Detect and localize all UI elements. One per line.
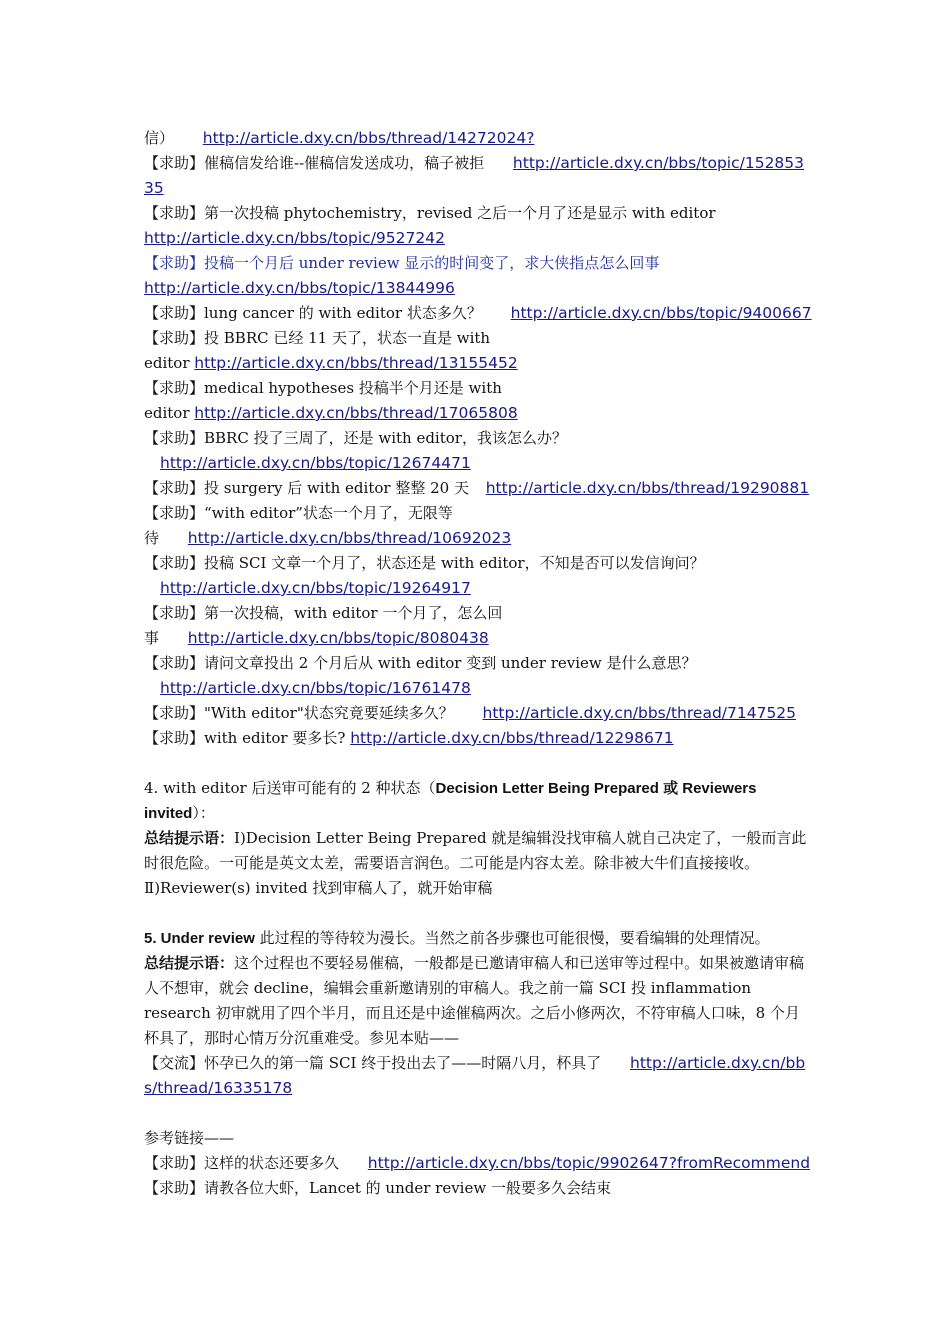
text-line: 【求助】with editor 要多长? http://article.dxy.cn/bbs/thread/12298671 xyxy=(144,729,674,747)
reference-item: 【求助】这样的状态还要多久 http://article.dxy.cn/bbs/topic/9902647?fromRecommend xyxy=(144,1154,811,1172)
forum-link[interactable]: http://article.dxy.cn/bbs/thread/14272024? xyxy=(202,129,535,147)
text-line: 【求助】第一次投稿，with editor 一个月了，怎么回 xyxy=(144,604,503,622)
text-line: 【求助】第一次投稿 phytochemistry，revised 之后一个月了还是显示 with editor xyxy=(144,204,716,222)
text-line: 事 http://article.dxy.cn/bbs/topic/8080438 xyxy=(144,629,489,647)
document-page xyxy=(144,126,814,1201)
forum-link[interactable]: http://article.dxy.cn/bbs/thread/12298671 xyxy=(350,729,674,747)
forum-link[interactable]: http://article.dxy.cn/bbs/thread/10692023 xyxy=(187,529,512,547)
text-line: 信） http://article.dxy.cn/bbs/thread/14272024? xyxy=(144,129,535,147)
section-5-heading: 5. Under review 此过程的等待较为漫长。当然之前各步骤也可能很慢，要看编辑的处理情况。 xyxy=(144,929,770,947)
references-title: 参考链接—— xyxy=(144,1129,235,1147)
text-line xyxy=(144,176,814,201)
section-5-exchange: 【交流】怀孕已久的第一篇 SCI 终于投出去了——时隔八月，杯具了 http://article.dxy.cn/bbs/thread/16335178 xyxy=(144,1054,806,1097)
text-line: 【求助】“with editor”状态一个月了，无限等 xyxy=(144,504,453,522)
section-4-summary: 总结提示语：Ⅰ)Decision Letter Being Prepared 就是编辑没找审稿人就自己决定了，一般而言此时很危险。一可能是英文太差，需要语言润色。二可能是内容太差。除非被大牛们直接接收。 xyxy=(144,829,807,872)
text-line xyxy=(144,576,814,601)
text-line xyxy=(144,276,814,301)
section-5-summary: 总结提示语：这个过程也不要轻易催稿，一般都是已邀请审稿人和已送审等过程中。如果被邀请审稿人不想审，就会 decline，编辑会重新邀请别的审稿人。我之前一篇 SCI 投 inflammation research 初审就用了四个半月，而且还是中途催稿两次。之后小修两次，不符审稿人口味，8 个月杯具了，那时心情万分沉重难受。参见本贴—— xyxy=(144,954,805,1047)
forum-link[interactable]: http://article.dxy.cn/bbs/topic/9902647?fromRecommend xyxy=(367,1154,811,1172)
forum-link[interactable]: http://article.dxy.cn/bbs/thread/7147525 xyxy=(482,704,797,722)
text-line: 【求助】催稿信发给谁--催稿信发送成功，稿子被拒 http://article.dxy.cn/bbs/topic/152853 xyxy=(144,154,805,172)
forum-link[interactable]: http://article.dxy.cn/bbs/thread/19290881 xyxy=(485,479,810,497)
forum-link[interactable]: http://article.dxy.cn/bbs/topic/19264917 xyxy=(160,579,471,597)
text-line: 待 http://article.dxy.cn/bbs/thread/10692023 xyxy=(144,529,512,547)
forum-link[interactable]: http://article.dxy.cn/bbs/topic/9527242 xyxy=(144,229,445,247)
reference-item: 【求助】请教各位大虾，Lancet 的 under review 一般要多久会结束 xyxy=(144,1179,611,1197)
forum-link[interactable]: http://article.dxy.cn/bbs/topic/12674471 xyxy=(160,454,471,472)
forum-link[interactable]: http://article.dxy.cn/bbs/topic/9400667 xyxy=(510,304,812,322)
text-line: 【求助】投 BBRC 已经 11 天了，状态一直是 with xyxy=(144,329,491,347)
text-line: 【求助】BBRC 投了三周了，还是 with editor，我该怎么办？ xyxy=(144,429,567,447)
text-line: 【求助】投稿一个月后 under review 显示的时间变了，求大侠指点怎么回事 xyxy=(144,254,660,272)
forum-link[interactable]: http://article.dxy.cn/bbs/topic/152853 xyxy=(512,154,805,172)
forum-link[interactable]: http://article.dxy.cn/bbs/thread/16335178 xyxy=(144,1054,806,1097)
text-line: 【求助】投 surgery 后 with editor 整整 20 天 http://article.dxy.cn/bbs/thread/19290881 xyxy=(144,479,810,497)
text-line: editor http://article.dxy.cn/bbs/thread/13155452 xyxy=(144,354,518,372)
forum-link[interactable]: http://article.dxy.cn/bbs/topic/8080438 xyxy=(187,629,489,647)
section-4-heading: 4. with editor 后送审可能有的 2 种状态（Decision Letter Being Prepared 或 Reviewers invited）： xyxy=(144,779,757,822)
text-line: 【求助】"With editor"状态究竟要延续多久？ http://article.dxy.cn/bbs/thread/7147525 xyxy=(144,704,797,722)
text-line xyxy=(144,451,814,476)
text-line xyxy=(144,226,814,251)
text-line: 【求助】投稿 SCI 文章一个月了，状态还是 with editor，不知是否可以发信询问？ xyxy=(144,554,705,572)
forum-link[interactable]: http://article.dxy.cn/bbs/topic/16761478 xyxy=(160,679,471,697)
section-4-summary-2: Ⅱ)Reviewer(s) invited 找到审稿人了，就开始审稿 xyxy=(144,879,493,897)
text-line: 【求助】请问文章投出 2 个月后从 with editor 变到 under review 是什么意思？ xyxy=(144,654,697,672)
forum-link[interactable]: http://article.dxy.cn/bbs/thread/13155452 xyxy=(194,354,518,372)
forum-link-continuation[interactable]: 35 xyxy=(144,179,164,197)
text-line: 【求助】medical hypotheses 投稿半个月还是 with xyxy=(144,379,502,397)
text-line: editor http://article.dxy.cn/bbs/thread/17065808 xyxy=(144,404,518,422)
forum-link[interactable]: http://article.dxy.cn/bbs/topic/13844996 xyxy=(144,279,455,297)
forum-link[interactable]: http://article.dxy.cn/bbs/thread/17065808 xyxy=(194,404,518,422)
text-line xyxy=(144,676,814,701)
text-line: 【求助】lung cancer 的 with editor 状态多久？ http://article.dxy.cn/bbs/topic/9400667 xyxy=(144,304,812,322)
